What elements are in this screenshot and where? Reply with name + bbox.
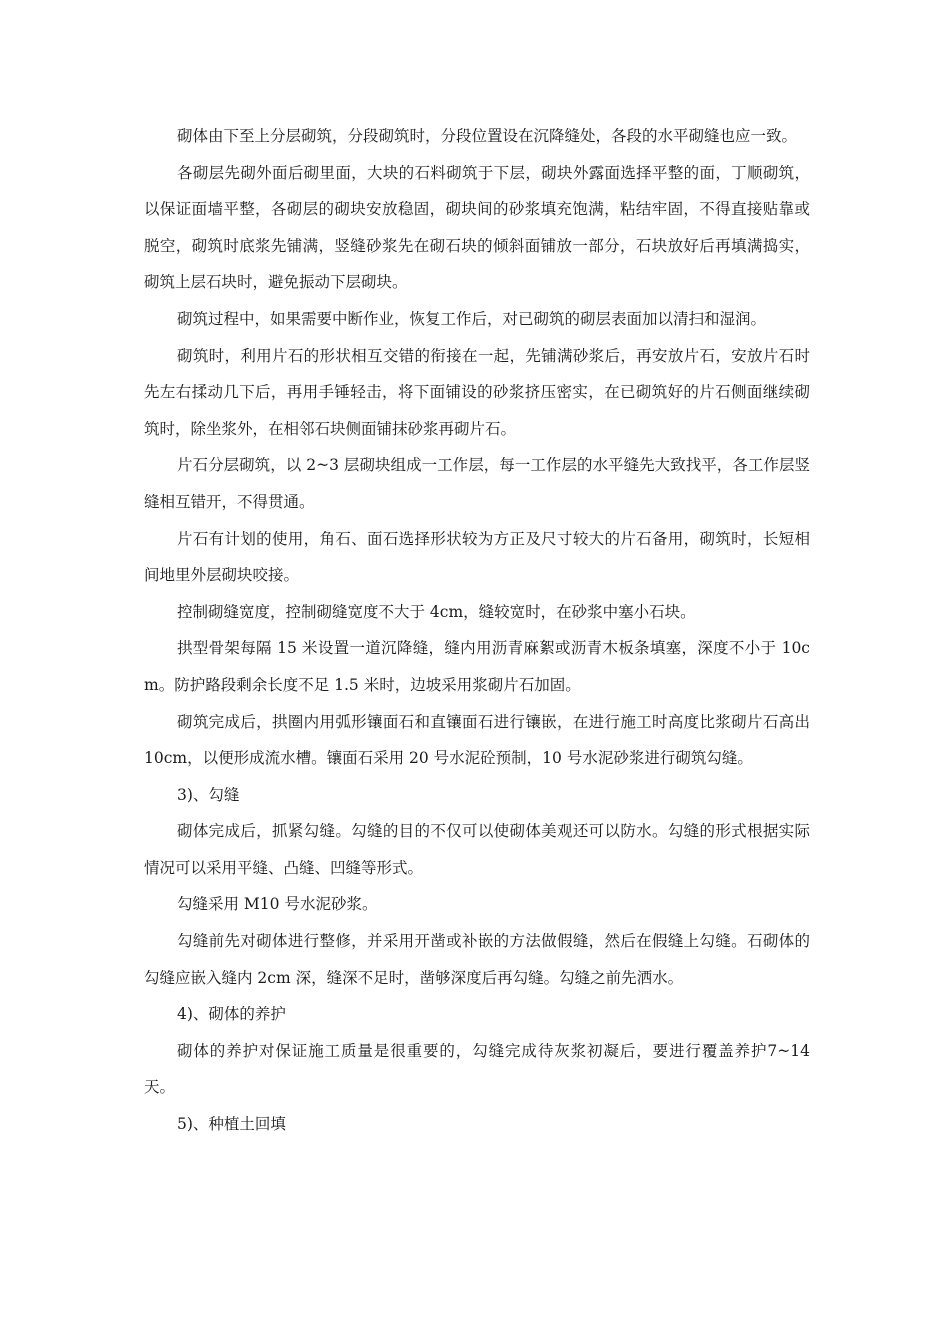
- heading-curing: 4)、砌体的养护: [177, 1005, 286, 1024]
- paragraph-interruption: 砌筑过程中，如果需要中断作业，恢复工作后，对已砌筑的砌层表面加以清扫和湿润。: [177, 309, 767, 328]
- paragraph-facing-stones: 砌筑完成后，拱圈内用弧形镶面石和直镶面石进行镶嵌，在进行施工时高度比浆砌片石高出 10cm，以便形成流水槽。镶面石采用 20 号水泥砼预制，10 号水泥砂浆进行砌筑勾缝。: [144, 712, 810, 768]
- heading-topsoil-backfill: 5)、种植土回填: [177, 1115, 286, 1134]
- paragraph-curing: 砌体的养护对保证施工质量是很重要的，勾缝完成待灰浆初凝后，要进行覆盖养护7~14 天。: [144, 1041, 810, 1097]
- paragraph-rubble-placement: 砌筑时，利用片石的形状相互交错的衔接在一起，先铺满砂浆后，再安放片石，安放片石时先左右揉动几下后，再用手锤轻击，将下面铺设的砂浆挤压密实，在已砌筑好的片石侧面继续砌筑时，除坐浆外，在相邻石块侧面铺抹砂浆再砌片石。: [144, 346, 810, 438]
- paragraph-layered-masonry: 砌体由下至上分层砌筑，分段砌筑时，分段位置设在沉降缝处，各段的水平砌缝也应一致。: [177, 127, 798, 145]
- paragraph-pointing-purpose: 砌体完成后，抓紧勾缝。勾缝的目的不仅可以使砌体美观还可以防水。勾缝的形式根据实际情况可以采用平缝、凸缝、凹缝等形式。: [144, 822, 810, 877]
- paragraph-outer-inner-order: 各砌层先砌外面后砌里面，大块的石料砌筑于下层，砌块外露面选择平整的面，丁顺砌筑，以保证面墙平整，各砌层的砌块安放稳固，砌块间的砂浆填充饱满，粘结牢固，不得直接贴靠或脱空，砌筑时底浆先铺满，竖缝砂浆先在砌石块的倾斜面铺放一部分，石块放好后再填满捣实，砌筑上层石块时，避免振动下层砌块。: [144, 163, 810, 292]
- paragraph-settlement-joint: 拱型骨架每隔 15 米设置一道沉降缝，缝内用沥青麻絮或沥青木板条填塞，深度不小于 10cm。防护路段剩余长度不足 1.5 米时，边坡采用浆砌片石加固。: [144, 639, 810, 694]
- paragraph-pointing-mortar: 勾缝采用 M10 号水泥砂浆。: [177, 895, 378, 914]
- paragraph-pointing-procedure: 勾缝前先对砌体进行整修，并采用开凿或补嵌的方法做假缝，然后在假缝上勾缝。石砌体的勾缝应嵌入缝内 2cm 深，缝深不足时，凿够深度后再勾缝。勾缝之前先洒水。: [144, 932, 810, 987]
- paragraph-working-layers: 片石分层砌筑，以 2~3 层砌块组成一工作层，每一工作层的水平缝先大致找平，各工作层竖缝相互错开，不得贯通。: [144, 456, 810, 511]
- heading-pointing: 3)、勾缝: [177, 785, 240, 804]
- paragraph-corner-stones: 片石有计划的使用，角石、面石选择形状较为方正及尺寸较大的片石备用，砌筑时，长短相间地里外层砌块咬接。: [144, 529, 810, 585]
- paragraph-joint-width: 控制砌缝宽度，控制砌缝宽度不大于 4cm，缝较宽时，在砂浆中塞小石块。: [177, 602, 696, 621]
- document-body: [144, 118, 810, 1143]
